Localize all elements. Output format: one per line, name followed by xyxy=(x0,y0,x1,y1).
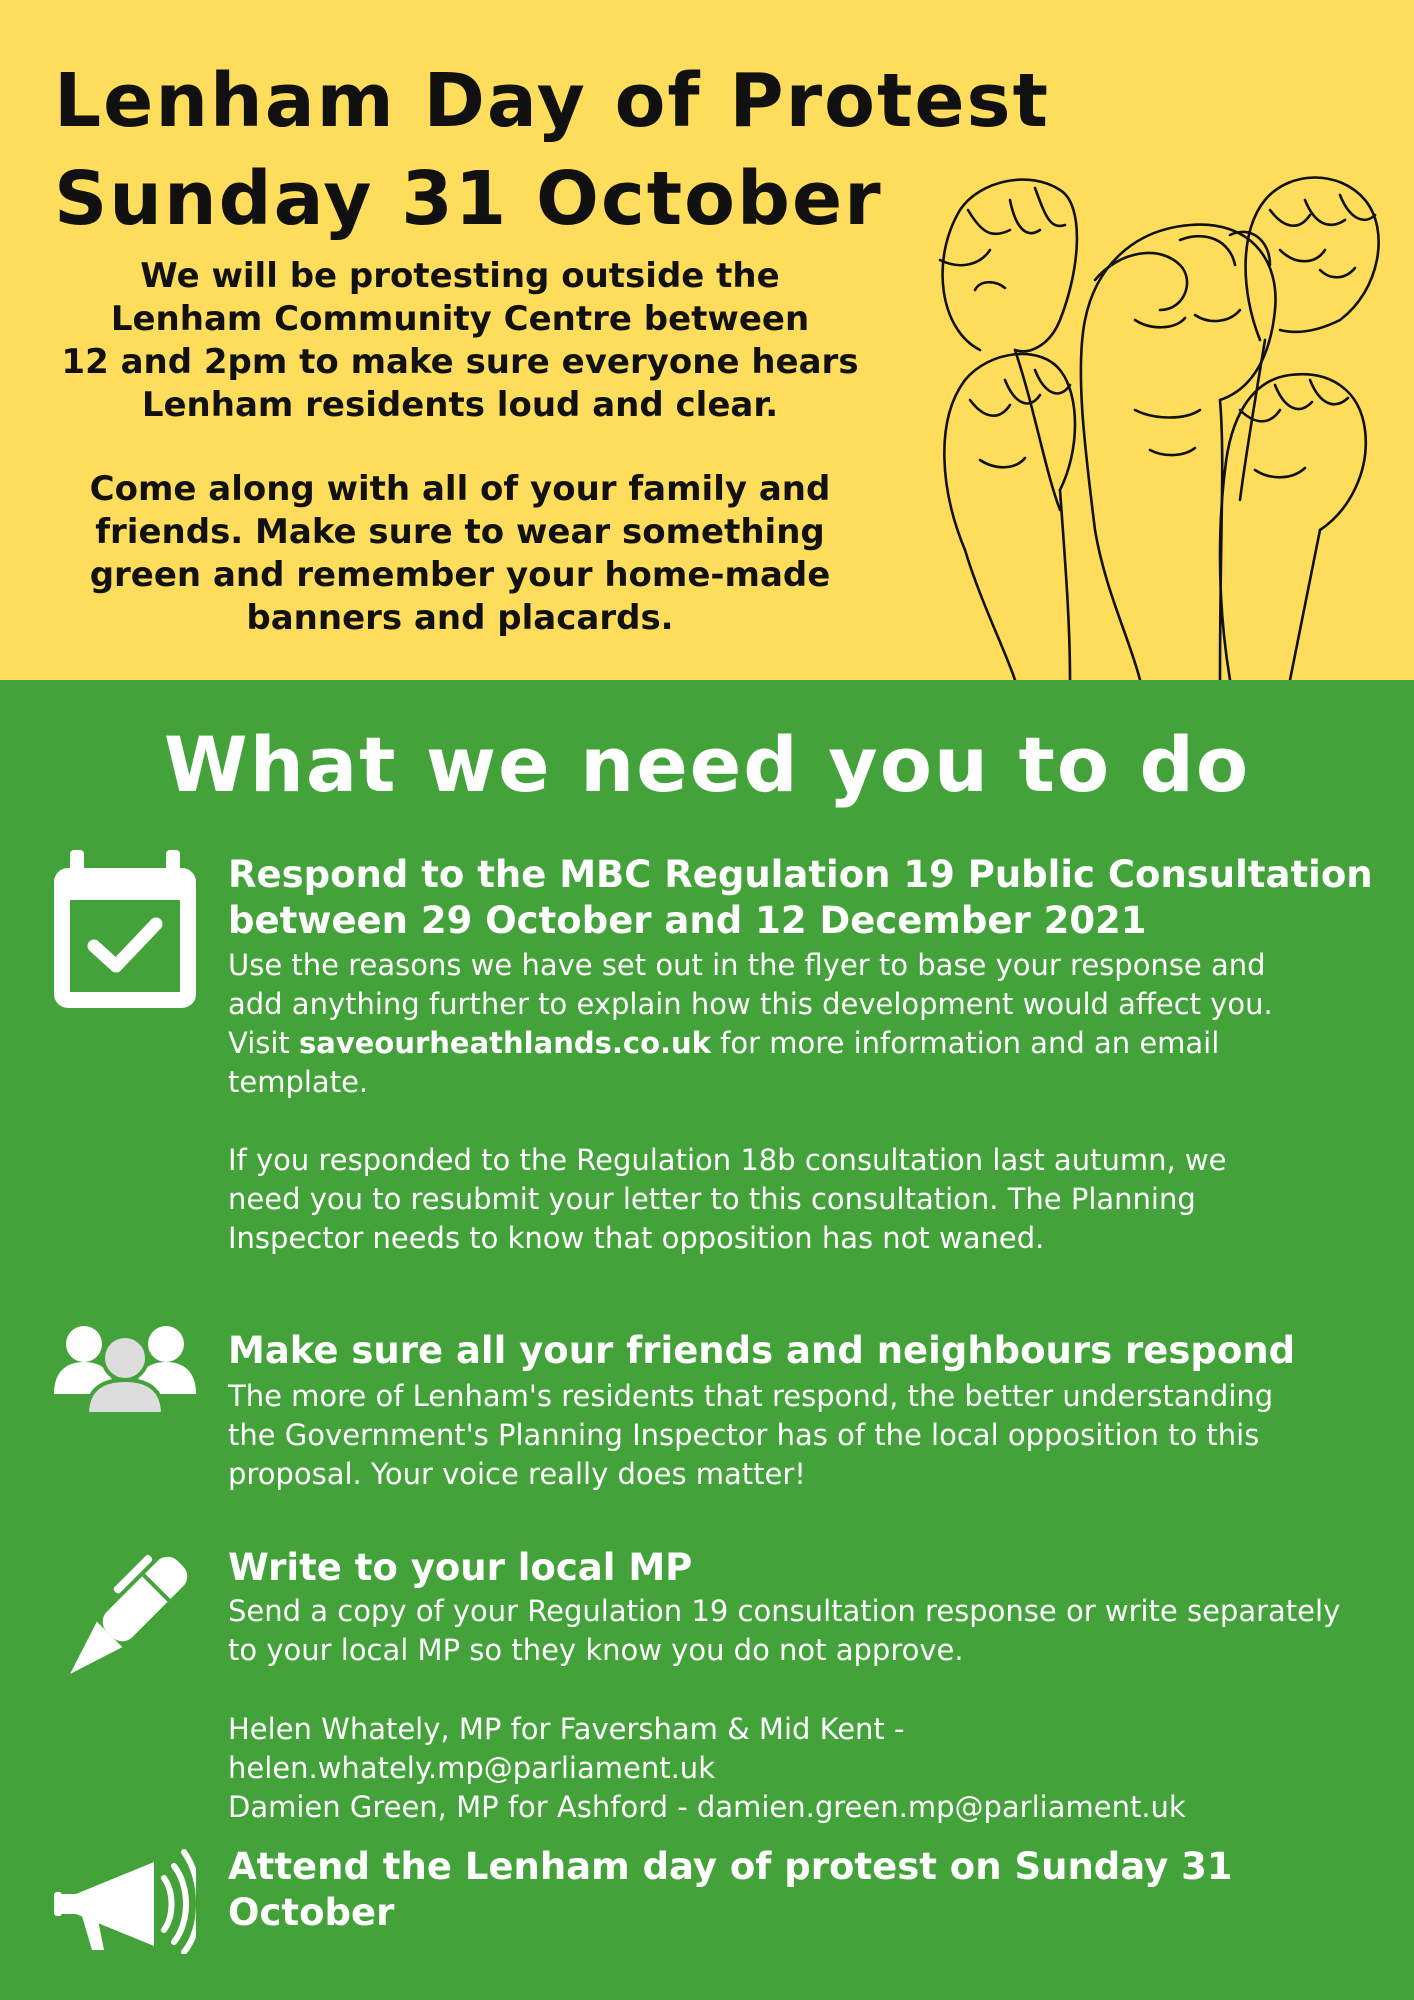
text-line: the Government's Planning Inspector has of the local opposition to this xyxy=(228,1418,1260,1452)
text-line: If you responded to the Regulation 18b consultation last autumn, we xyxy=(228,1143,1227,1177)
consultation-paragraph-1 xyxy=(228,946,1398,1102)
text-line: Inspector needs to know that opposition has not waned. xyxy=(228,1221,1045,1255)
intro-line: friends. Make sure to wear something xyxy=(95,512,825,552)
text-line: Send a copy of your Regulation 19 consultation response or write separately xyxy=(228,1594,1341,1628)
friends-neighbours-title: Make sure all your friends and neighbours respond xyxy=(228,1329,1296,1372)
text-line: to your local MP so they know you do not approve. xyxy=(228,1633,964,1667)
intro-line: banners and placards. xyxy=(246,598,674,638)
raised-fists-icon xyxy=(920,170,1400,680)
text-line: for more information and an email xyxy=(710,1026,1220,1060)
mp-contacts xyxy=(228,1710,1398,1827)
website-link[interactable]: saveourheathlands.co.uk xyxy=(299,1026,711,1060)
text-line: add anything further to explain how this development would affect you. xyxy=(228,987,1273,1021)
consultation-paragraph-2 xyxy=(228,1141,1398,1258)
consultation-title xyxy=(228,852,1398,944)
friends-neighbours-paragraph xyxy=(228,1377,1398,1494)
text-line: proposal. Your voice really does matter! xyxy=(228,1457,806,1491)
write-mp-paragraph xyxy=(228,1592,1398,1670)
pen-icon xyxy=(58,1548,198,1684)
intro-line: Come along with all of your family and xyxy=(89,469,831,509)
group-people-icon xyxy=(54,1322,196,1414)
intro-line: green and remember your home-made xyxy=(89,555,831,595)
title-line-1: Lenham Day of Protest xyxy=(54,58,1050,144)
megaphone-icon xyxy=(54,1842,196,1954)
calendar-check-icon xyxy=(54,850,196,1008)
intro-line: Lenham Community Centre between xyxy=(110,299,810,339)
text-line: The more of Lenham's residents that respond, the better understanding xyxy=(228,1379,1274,1413)
text-line: template. xyxy=(228,1065,369,1099)
intro-paragraph-2 xyxy=(40,468,880,640)
section-heading: What we need you to do xyxy=(163,720,1251,809)
consultation-title-line-1: Respond to the MBC Regulation 19 Public Consultation xyxy=(228,853,1373,896)
attend-protest-title: Attend the Lenham day of protest on Sunday 31 October xyxy=(228,1845,1233,1934)
mp-contact-green: Damien Green, MP for Ashford - damien.green.mp@parliament.uk xyxy=(228,1790,1186,1824)
intro-paragraph-1 xyxy=(40,255,880,427)
title-line-2: Sunday 31 October xyxy=(54,156,883,242)
intro-line: Lenham residents loud and clear. xyxy=(141,385,779,425)
intro-line: We will be protesting outside the xyxy=(140,256,780,296)
text-line: Use the reasons we have set out in the flyer to base your response and xyxy=(228,948,1266,982)
write-mp-title: Write to your local MP xyxy=(228,1546,693,1589)
page-title xyxy=(54,52,1050,248)
intro-line: 12 and 2pm to make sure everyone hears xyxy=(61,342,859,382)
text-line: Visit xyxy=(228,1026,300,1060)
mp-contact-whately: Helen Whately, MP for Faversham & Mid Kent - helen.whately.mp@parliament.uk xyxy=(228,1712,905,1785)
consultation-dates: between 29 October and 12 December 2021 xyxy=(228,899,1147,942)
text-line: need you to resubmit your letter to this consultation. The Planning xyxy=(228,1182,1196,1216)
